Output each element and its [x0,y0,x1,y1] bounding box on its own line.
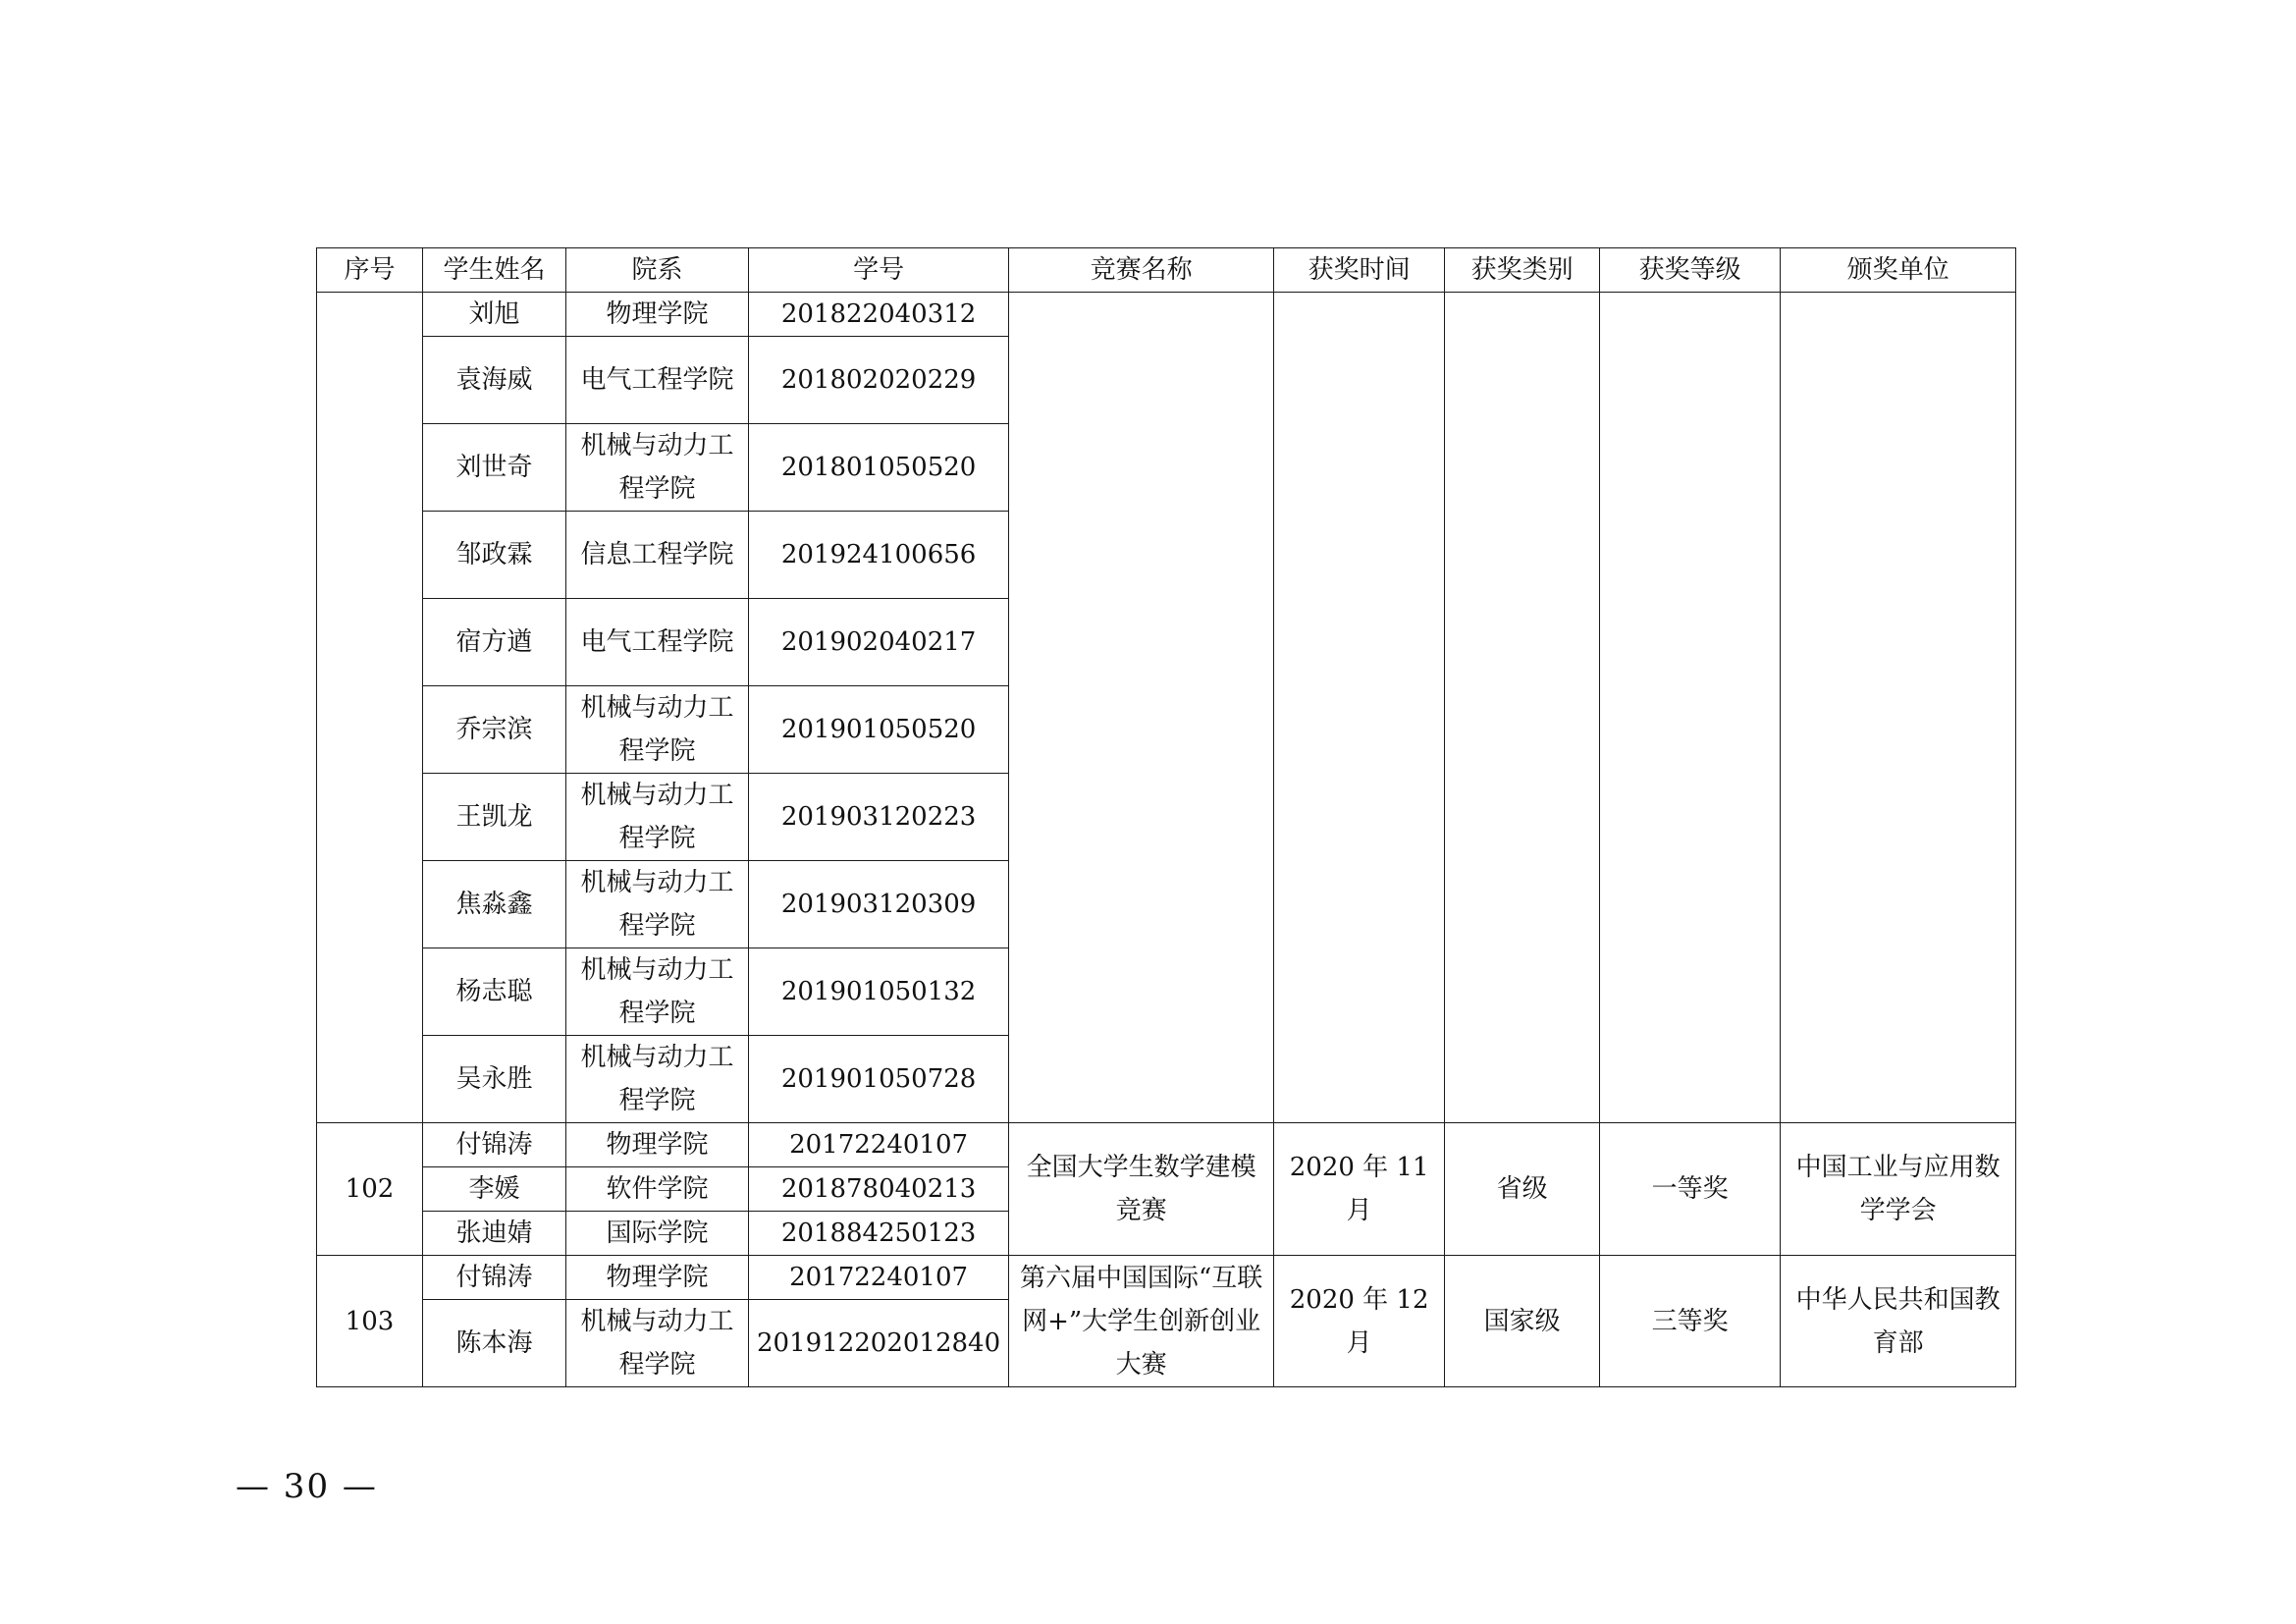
department-cell: 软件学院 [566,1167,749,1212]
student-id-cell: 201901050520 [749,686,1009,774]
student-id-cell: 201901050728 [749,1036,1009,1123]
student-id-cell: 20172240107 [749,1123,1009,1167]
student-id-cell: 201903120223 [749,774,1009,861]
department-cell: 电气工程学院 [566,337,749,424]
department-cell: 机械与动力工程学院 [566,424,749,512]
student-name-cell: 宿方遒 [423,599,566,686]
department-cell: 国际学院 [566,1212,749,1256]
award-time-cell: 2020 年 11 月 [1274,1123,1445,1256]
seq-cell: 103 [317,1256,423,1387]
department-cell: 机械与动力工程学院 [566,686,749,774]
header-student-id: 学号 [749,248,1009,293]
student-id-cell: 201924100656 [749,512,1009,599]
department-cell: 机械与动力工程学院 [566,948,749,1036]
award-time-cell: 2020 年 12 月 [1274,1256,1445,1387]
student-name-cell: 乔宗滨 [423,686,566,774]
header-award-level: 获奖等级 [1600,248,1781,293]
student-name-cell: 付锦涛 [423,1256,566,1300]
header-student-name: 学生姓名 [423,248,566,293]
header-award-category: 获奖类别 [1445,248,1600,293]
student-id-cell: 201802020229 [749,337,1009,424]
table-row [317,293,2016,337]
department-cell: 物理学院 [566,1256,749,1300]
student-id-cell: 201822040312 [749,293,1009,337]
table-row [317,1123,2016,1167]
department-cell: 信息工程学院 [566,512,749,599]
award-category-cell: 省级 [1445,1123,1600,1256]
student-name-cell: 李媛 [423,1167,566,1212]
department-cell: 机械与动力工程学院 [566,774,749,861]
competition-cell: 全国大学生数学建模竞赛 [1009,1123,1274,1256]
department-cell: 机械与动力工程学院 [566,861,749,948]
header-department: 院系 [566,248,749,293]
student-id-cell: 201902040217 [749,599,1009,686]
student-name-cell: 刘世奇 [423,424,566,512]
student-name-cell: 张迪婧 [423,1212,566,1256]
award-level-cell-continued [1600,293,1781,1123]
award-level-cell: 三等奖 [1600,1256,1781,1387]
student-name-cell: 袁海威 [423,337,566,424]
student-name-cell: 邹政霖 [423,512,566,599]
department-cell: 机械与动力工程学院 [566,1036,749,1123]
award-category-cell-continued [1445,293,1600,1123]
student-id-cell: 201912202012840 [749,1300,1009,1387]
student-id-cell: 201903120309 [749,861,1009,948]
competition-cell-continued [1009,293,1274,1123]
issuer-cell: 中华人民共和国教育部 [1781,1256,2016,1387]
student-id-cell: 201884250123 [749,1212,1009,1256]
competition-cell: 第六届中国国际“互联网+”大学生创新创业大赛 [1009,1256,1274,1387]
award-category-cell: 国家级 [1445,1256,1600,1387]
student-id-cell: 201901050132 [749,948,1009,1036]
award-level-cell: 一等奖 [1600,1123,1781,1256]
department-cell: 物理学院 [566,1123,749,1167]
award-time-cell-continued [1274,293,1445,1123]
seq-cell-continued [317,293,423,1123]
page-number: — 30 — [236,1467,378,1506]
student-name-cell: 吴永胜 [423,1036,566,1123]
student-name-cell: 付锦涛 [423,1123,566,1167]
seq-cell: 102 [317,1123,423,1256]
student-name-cell: 陈本海 [423,1300,566,1387]
student-id-cell: 201801050520 [749,424,1009,512]
header-issuer: 颁奖单位 [1781,248,2016,293]
department-cell: 机械与动力工程学院 [566,1300,749,1387]
issuer-cell: 中国工业与应用数学学会 [1781,1123,2016,1256]
department-cell: 物理学院 [566,293,749,337]
student-name-cell: 杨志聪 [423,948,566,1036]
student-id-cell: 20172240107 [749,1256,1009,1300]
issuer-cell-continued [1781,293,2016,1123]
student-name-cell: 刘旭 [423,293,566,337]
awards-table [316,247,2016,1387]
student-name-cell: 焦淼鑫 [423,861,566,948]
header-seq: 序号 [317,248,423,293]
table-header-row [317,248,2016,293]
header-competition: 竞赛名称 [1009,248,1274,293]
header-award-time: 获奖时间 [1274,248,1445,293]
table-row [317,1256,2016,1300]
department-cell: 电气工程学院 [566,599,749,686]
student-id-cell: 201878040213 [749,1167,1009,1212]
student-name-cell: 王凯龙 [423,774,566,861]
